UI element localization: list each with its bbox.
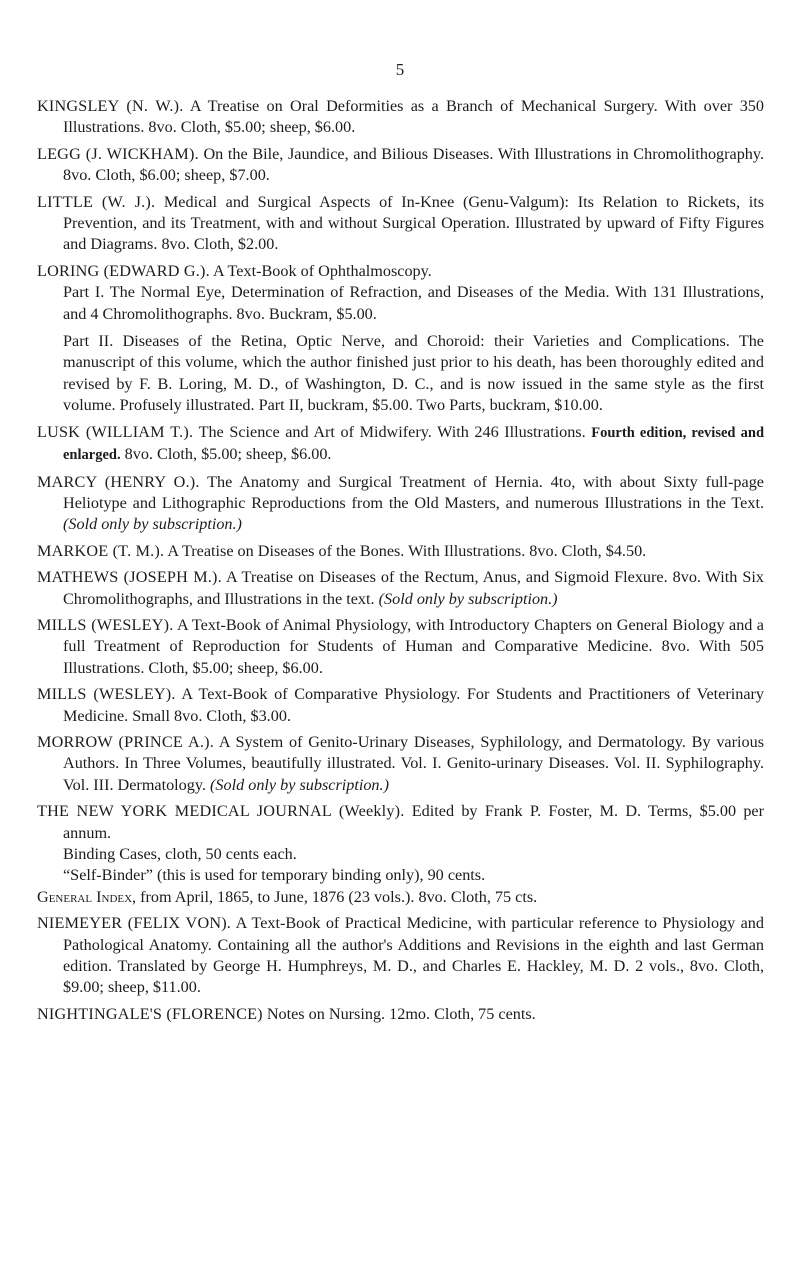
entry-author: LORING (EDWARD G.). — [37, 261, 210, 280]
entry-part: Part II. Diseases of the Retina, Optic Nerve, and Choroid: their Varieties and Complications. The manuscript of this volume, which the author finished just prior to his death, has been thoroughly edited and revised by F. B. Loring, M. D., of Washington, D. C., and is now issued in the same style as the first volume. Profusely illustrated. Part II, buckram, $5.00. Two Parts, buckram, $10.00. — [63, 332, 764, 415]
entry-author: MARCY (HENRY O.). — [37, 472, 200, 491]
entry-part: Binding Cases, cloth, 50 cents each. — [63, 845, 297, 863]
catalogue-entry-lusk — [37, 422, 764, 467]
entry-author: THE NEW YORK MEDICAL JOURNAL (Weekly). — [37, 802, 405, 821]
entry-description: Medical and Surgical Aspects of In-Knee (Genu-Valgum): Its Relation to Rickets, its Prevention, and its Treatment, with and without Surgical Operation. Illustrated by upward of Fifty Figures and Diagrams. 8vo. Cloth, $2.00. — [63, 192, 764, 254]
entry-author: KINGSLEY (N. W.). — [37, 97, 184, 115]
entry-author: NIGHTINGALE'S (FLORENCE) — [37, 1004, 263, 1023]
page-number: 5 — [395, 60, 405, 79]
catalogue-entry-markoe — [37, 541, 764, 562]
catalogue-entry-ny-medical-journal — [37, 801, 764, 844]
catalogue-entry-loring — [37, 261, 764, 282]
entry-subscription-note: (Sold only by subscription.) — [378, 589, 558, 608]
entry-description: The Science and Art of Midwifery. With 246 Illustrations. — [198, 422, 586, 441]
catalogue-entry-morrow — [37, 732, 764, 796]
entry-description: A Text-Book of Ophthalmoscopy. — [213, 261, 432, 280]
entry-edition-note: Fourth edition, revised and enlarged. — [63, 424, 765, 464]
entry-index-text: from April, 1865, to June, 1876 (23 vols.). 8vo. Cloth, 75 cts. — [140, 887, 538, 906]
entry-index-label: General Index, — [37, 887, 137, 906]
entry-description: The Anatomy and Surgical Treatment of Hernia. 4to, with about Sixty full-page Heliotype and Lithographic Reproductions from the Old Masters, and numerous Illustrations in the Text. — [63, 472, 764, 512]
entry-description: On the Bile, Jaundice, and Bilious Diseases. With Illustrations in Chromolithography. 8vo. Cloth, $6.00; sheep, $7.00. — [63, 144, 764, 185]
entry-general-index — [37, 887, 764, 908]
catalogue-entry-little — [37, 192, 764, 256]
entry-author: MATHEWS (JOSEPH M.). — [37, 568, 222, 587]
entry-author: LEGG (J. WICKHAM). — [37, 144, 199, 163]
entry-description: A Treatise on Diseases of the Bones. With Illustrations. 8vo. Cloth, $4.50. — [167, 541, 647, 560]
entry-author: MILLS (WESLEY). — [37, 615, 174, 634]
entry-description: A Text-Book of Practical Medicine, with particular reference to Physiology and Pathological Anatomy. Containing all the author's Additions and Revisions in the eighth and last German edition. Translated by George H. Humphreys, M. D., and Charles E. Hackley, M. D. 2 vols., 8vo. Cloth, $9.00; sheep, $11.00. — [63, 914, 764, 997]
entry-subscription-note: (Sold only by subscription.) — [63, 515, 242, 534]
entry-author: NIEMEYER (FELIX VON). — [37, 914, 232, 933]
entry-author: MORROW (PRINCE A.). — [37, 732, 214, 751]
entry-description: A System of Genito-Urinary Diseases, Syphilology, and Dermatology. By various Authors. In Three Volumes, beautifully illustrated. Vol. I. Genito-urinary Diseases. Vol. II. Syphilography. Vol. III. Dermatology. — [63, 732, 764, 794]
entry-description: A Treatise on Diseases of the Rectum, Anus, and Sigmoid Flexure. 8vo. With Six Chromolithographs, and Illustrations in the text. — [63, 568, 764, 608]
entry-author: LUSK (WILLIAM T.). — [37, 422, 194, 441]
catalogue-entry-marcy — [37, 472, 764, 536]
catalogue-entry-niemeyer — [37, 913, 764, 999]
entry-price: 8vo. Cloth, $5.00; sheep, $6.00. — [124, 445, 332, 464]
entry-description: A Text-Book of Animal Physiology, with Introductory Chapters on General Biology and a full Treatment of Reproduction for Students of Human and Comparative Medicine. 8vo. With 505 Illustrations. Cloth, $5.00; sheep, $6.00. — [63, 615, 764, 677]
entry-author: MARKOE (T. M.). — [37, 541, 165, 560]
catalogue-entry-nightingale — [37, 1004, 764, 1025]
catalogue-entry-mills-animal — [37, 615, 764, 679]
entry-description: Notes on Nursing. 12mo. Cloth, 75 cents. — [266, 1004, 536, 1023]
entry-subscription-note: (Sold only by subscription.) — [210, 775, 389, 794]
catalogue-entry-mathews — [37, 567, 764, 610]
entry-part: Part I. The Normal Eye, Determination of Refraction, and Diseases of the Media. With 131 Illustrations, and 4 Chromolithographs. 8vo. Buckram, $5.00. — [63, 283, 764, 323]
entry-author: MILLS (WESLEY). — [37, 685, 176, 704]
entry-part: “Self-Binder” (this is used for temporary binding only), 90 cents. — [63, 866, 486, 885]
entry-author: LITTLE (W. J.). — [37, 192, 156, 211]
entry-description: A Treatise on Oral Deformities as a Branch of Mechanical Surgery. With over 350 Illustrations. 8vo. Cloth, $5.00; sheep, $6.00. — [63, 97, 764, 137]
catalogue-entry-legg — [37, 144, 764, 187]
entry-description: Edited by Frank P. Foster, M. D. Terms, $5.00 per annum. — [63, 802, 764, 842]
catalogue-entry-mills-comparative — [37, 684, 764, 727]
entry-description: A Text-Book of Comparative Physiology. For Students and Practitioners of Veterinary Medicine. Small 8vo. Cloth, $3.00. — [63, 685, 765, 725]
catalogue-entry-kingsley — [37, 96, 764, 139]
